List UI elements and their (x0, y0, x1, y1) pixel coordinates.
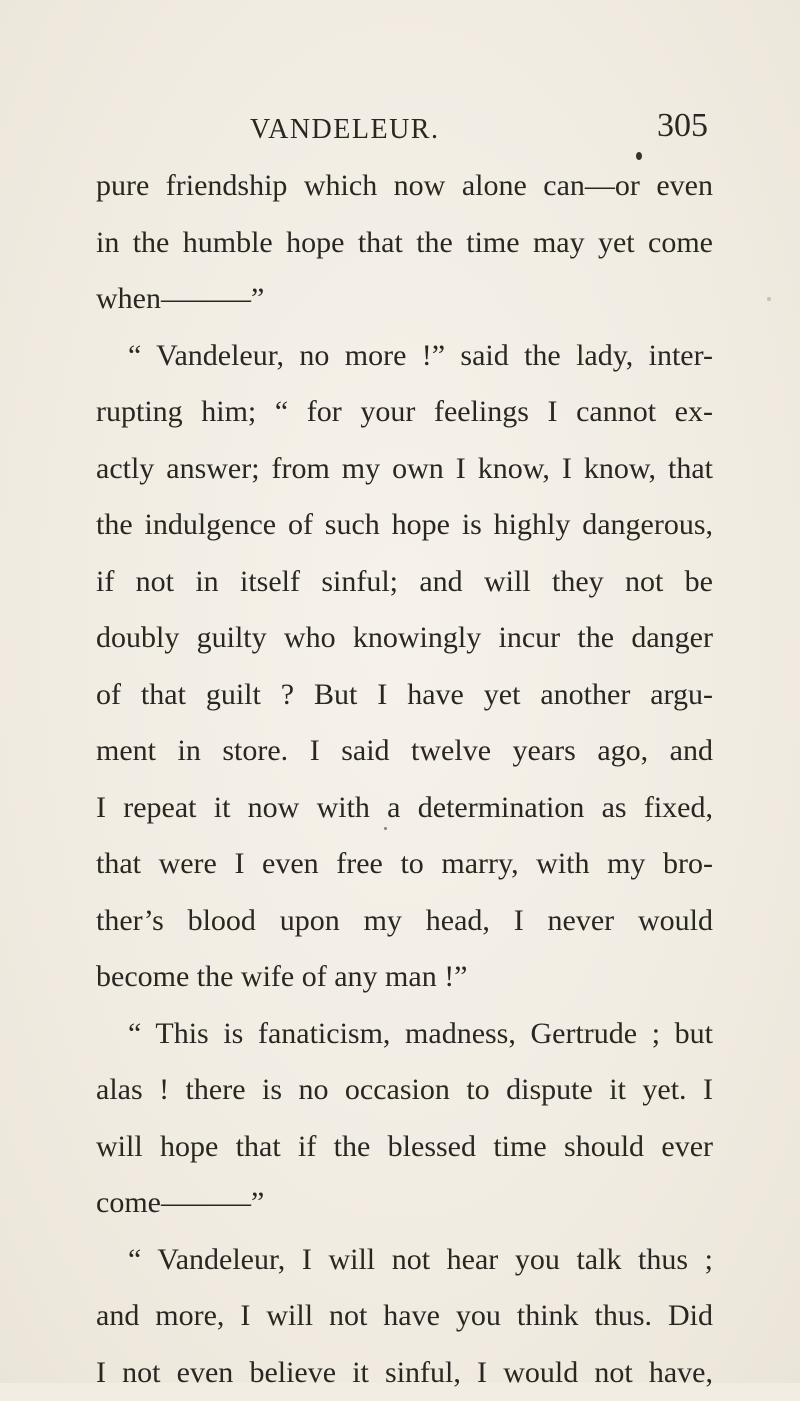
ink-speck (767, 297, 771, 301)
text-line: that were I even free to marry, with my bro- (96, 836, 713, 893)
text-line: and more, I will not have you think thus. Did (96, 1288, 713, 1345)
text-line: the indulgence of such hope is highly dangerous, (96, 497, 713, 554)
text-line: in the humble hope that the time may yet come (96, 215, 713, 272)
text-line: “ Vandeleur, I will not hear you talk thus ; (96, 1232, 713, 1289)
text-line: doubly guilty who knowingly incur the danger (96, 610, 713, 667)
text-line: become the wife of any man !” (96, 949, 713, 1006)
text-line: ther’s blood upon my head, I never would (96, 893, 713, 950)
page-number: 305 (657, 106, 708, 146)
ink-speck (636, 152, 642, 160)
text-line: “ This is fanaticism, madness, Gertrude ; but (96, 1006, 713, 1063)
text-line: I not even believe it sinful, I would not have, (96, 1345, 713, 1401)
text-line: will hope that if the blessed time should ever (96, 1119, 713, 1176)
text-line: “ Vandeleur, no more !” said the lady, inter- (96, 328, 713, 385)
text-line: alas ! there is no occasion to dispute it yet. I (96, 1062, 713, 1119)
running-head (0, 92, 800, 132)
body-text (96, 158, 713, 1401)
text-line: if not in itself sinful; and will they not be (96, 554, 713, 611)
text-line: come———” (96, 1175, 713, 1232)
text-line: when———” (96, 271, 713, 328)
running-title: VANDELEUR. (250, 110, 439, 150)
text-line: actly answer; from my own I know, I know, that (96, 441, 713, 498)
ink-speck (384, 827, 387, 830)
text-line: I repeat it now with a determination as fixed, (96, 780, 713, 837)
text-line: ment in store. I said twelve years ago, and (96, 723, 713, 780)
text-line: pure friendship which now alone can—or even (96, 158, 713, 215)
text-line: rupting him; “ for your feelings I cannot ex- (96, 384, 713, 441)
text-line: of that guilt ? But I have yet another argu- (96, 667, 713, 724)
